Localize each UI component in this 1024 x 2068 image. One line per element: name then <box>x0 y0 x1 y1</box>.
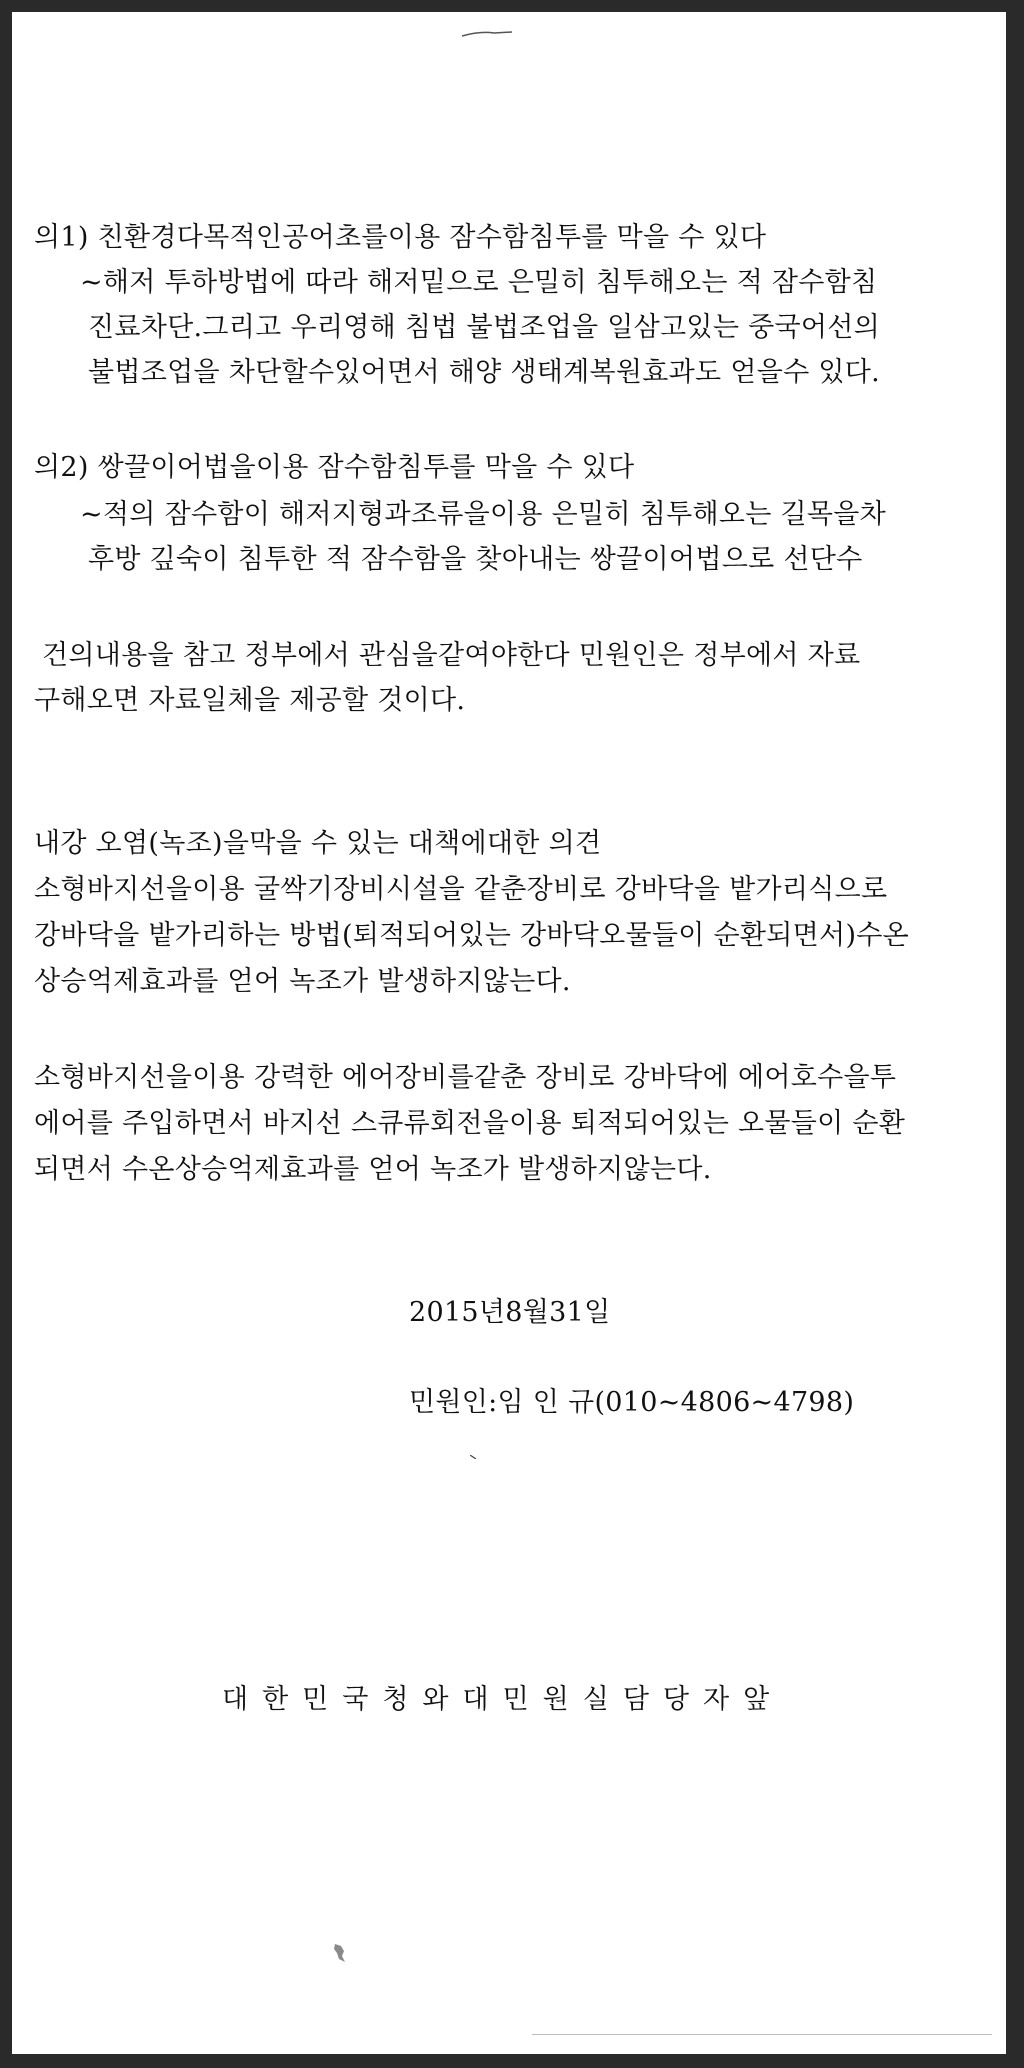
scan-mark <box>460 30 520 38</box>
item1-heading: 의1) 친환경다목적인공어초를이용 잠수함침투를 막을 수 있다 <box>34 222 767 253</box>
item2-heading: 의2) 쌍끌이어법을이용 잠수함침투를 막을 수 있다 <box>34 452 635 483</box>
scanned-page <box>12 12 1006 2054</box>
section2-para2-line: 소형바지선을이용 강력한 에어장비를같춘 장비로 강바닥에 에어호수을투 <box>34 1062 897 1093</box>
section2-para1-line: 상승억제효과를 얻어 녹조가 발생하지않는다. <box>34 966 571 997</box>
item1-line: 진료차단.그리고 우리영해 침법 불법조업을 일삼고있는 중국어선의 <box>88 312 880 343</box>
document-date: 2015년8월31일 <box>409 1297 611 1328</box>
section2-para2-line: 되면서 수온상승억제효과를 얻어 녹조가 발생하지않는다. <box>34 1154 712 1185</box>
item1-line: ~해저 투하방법에 따라 해저밑으로 은밀히 침투해오는 적 잠수함침 <box>80 267 878 298</box>
addressee: 대한민국청와대민원실담당자앞 <box>222 1684 784 1715</box>
item1-line: 불법조업을 차단할수있어면서 해양 생태계복원효과도 얻을수 있다. <box>88 357 880 388</box>
closing-line: 건의내용을 참고 정부에서 관심을같여야한다 민원인은 정부에서 자료 <box>42 640 861 671</box>
signer-info: 민원인:임 인 규(010~4806~4798) <box>409 1387 855 1418</box>
section2-para2-line: 에어를 주입하면서 바지선 스큐류회전을이용 퇴적되어있는 오물들이 순환 <box>34 1108 906 1139</box>
item2-line: 후방 깊숙이 침투한 적 잠수함을 찾아내는 쌍끌이어법으로 선단수 <box>88 544 863 575</box>
divider <box>532 2034 992 2035</box>
section2-para1-line: 소형바지선을이용 굴싹기장비시설을 같춘장비로 강바닥을 밭가리식으로 <box>34 874 888 905</box>
scan-speck <box>470 1455 476 1459</box>
scan-speck <box>332 1942 348 1964</box>
section2-heading: 내강 오염(녹조)을막을 수 있는 대책에대한 의견 <box>34 828 602 859</box>
section2-para1-line: 강바닥을 밭가리하는 방법(퇴적되어있는 강바닥오물들이 순환되면서)수온 <box>34 920 910 951</box>
item2-line: ~적의 잠수함이 해저지형과조류을이용 은밀히 침투해오는 길목을차 <box>80 499 887 530</box>
closing-line: 구해오면 자료일체을 제공할 것이다. <box>34 685 466 716</box>
